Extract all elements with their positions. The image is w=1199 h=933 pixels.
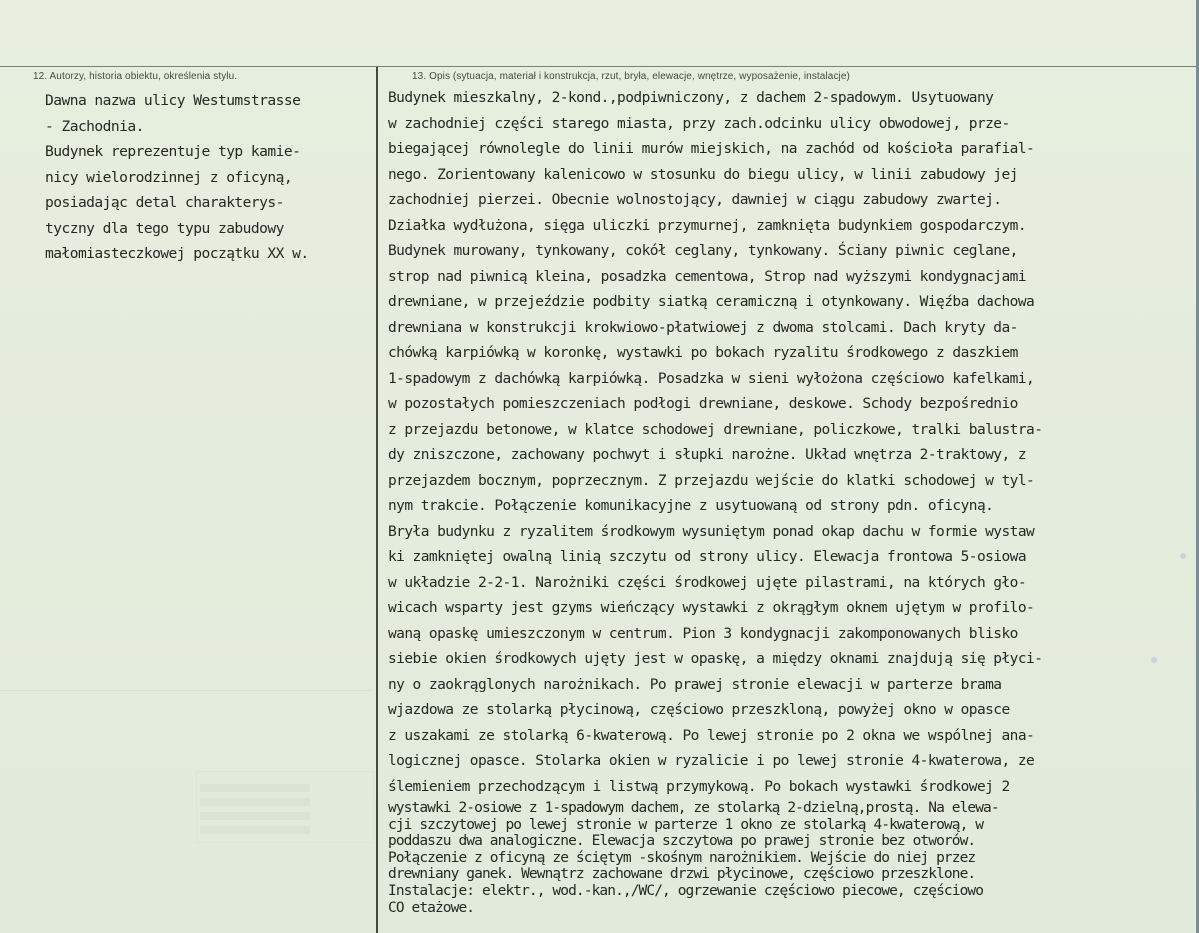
text-line: logicznej opasce. Stolarka okien w ryzalicie i po lewej stronie 4-kwaterowa, ze	[388, 753, 1035, 769]
text-line: chówką karpiówką w koronkę, wystawki po bokach ryzalitu środkowego z daszkiem	[388, 345, 1018, 361]
text-line: siebie okien środkowych ujęty jest w opaskę, a między oknami znajdują się płyci-	[388, 651, 1043, 667]
text-line: 1-spadowym z dachówką karpiówką. Posadzka w sieni wyłożona częściowo kafelkami,	[388, 370, 1035, 387]
text-line: w zachodniej części starego miasta, przy zach.odcinku ulicy obwodowej, prze-	[388, 115, 1010, 132]
text-line: poddaszu dwa analogiczne. Elewacja szczytowa po prawej stronie bez otworów.	[388, 833, 976, 850]
text-line: z przejazdu betonowe, w klatce schodowej drewniane, policzkowe, tralki balustra-	[388, 421, 1043, 438]
text-line: drewniana w konstrukcji krokwiowo-płatwiowej z dwoma stolcami. Dach kryty da-	[388, 319, 1018, 336]
text-line: - Zachodnia.	[45, 117, 144, 135]
text-line: Budynek reprezentuje typ kamie-	[45, 143, 301, 160]
text-line: w pozostałych pomieszczeniach podłogi drewniane, deskowe. Schody bezpośrednio	[388, 396, 1018, 412]
text-line: Instalacje: elektr., wod.-kan.,/WC/, ogrzewanie częściowo piecowe, częściowo	[388, 882, 984, 899]
section-12-heading: 12. Autorzy, historia obiektu, określenia stylu.	[33, 71, 238, 82]
text-line: nego. Zorientowany kalenicowo w stosunku do biegu ulicy, w linii zabudowy jej	[388, 166, 1018, 183]
text-line: wjazdowa ze stolarką płycinową, częściowo przeszkloną, powyżej okno w opasce	[388, 702, 1010, 718]
text-line: ślemieniem przechodzącym i listwą przymykową. Po bokach wystawki środkowej 2	[388, 778, 1010, 795]
text-line: CO etażowe.	[388, 899, 475, 916]
text-line: drewniany ganek. Wewnątrz zachowane drzwi płycinowe, częściowo przeszklone.	[388, 866, 976, 883]
text-line: wicach wsparty jest gzyms wieńczący wystawki z okrągłym oknem ujętym w profilo-	[388, 600, 1035, 616]
column-divider	[376, 67, 378, 933]
text-line: dy zniszczone, zachowany pochwyt i słupki narożne. Układ wnętrza 2-traktowy, z	[388, 447, 1027, 463]
text-line: biegającej równolegle do linii murów miejskich, na zachód od kościoła parafial-	[388, 141, 1035, 157]
text-line: z uszakami ze stolarką 6-kwaterową. Po lewej stronie po 2 okna we wspólnej ana-	[388, 727, 1035, 744]
text-line: nym trakcie. Połączenie komunikacyjne z usytuowaną od strony pdn. oficyną.	[388, 498, 994, 514]
faint-rule	[0, 690, 372, 691]
text-line: cji szczytowej po lewej stronie w parterze 1 okno ze stolarką 4-kwaterową, w	[388, 816, 984, 833]
text-line: małomiasteczkowej początku XX w.	[45, 245, 309, 262]
text-line: strop nad piwnicą kleina, posadzka cementowa, Strop nad wyższymi kondygnacjami	[388, 268, 1027, 285]
text-line: waną opaskę umieszczonym w centrum. Pion 3 kondygnacji zakomponowanych blisko	[388, 625, 1018, 642]
text-line: posiadając detal charakterys-	[45, 194, 284, 211]
section-13-heading: 13. Opis (sytuacja, materiał i konstrukcja, rzut, bryła, elewacje, wnętrze, wyposażenie, instalacje)	[412, 71, 850, 82]
text-line: Bryła budynku z ryzalitem środkowym wysuniętym ponad okap dachu w formie wystaw	[388, 523, 1035, 540]
text-line: Budynek mieszkalny, 2-kond.,podpiwniczony, z dachem 2-spadowym. Usytuowany	[388, 90, 994, 106]
text-line: tyczny dla tego typu zabudowy	[45, 219, 284, 237]
section-13-body	[388, 86, 1196, 916]
text-line: zachodniej pierzei. Obecnie wolnostojący, dawniej w ciągu zabudowy zwartej.	[388, 192, 1002, 208]
section-12-body	[45, 88, 370, 267]
faint-bleed-through	[200, 784, 310, 840]
text-line: w układzie 2-2-1. Narożniki części środkowej ujęte pilastrami, na których gło-	[388, 574, 1027, 591]
text-line: Działka wydłużona, sięga uliczki przymurnej, zamknięta budynkiem gospodarczym.	[388, 217, 1027, 234]
text-line: przejazdem bocznym, poprzecznym. Z przejazdu wejście do klatki schodowej w tyl-	[388, 472, 1035, 489]
text-line: Połączenie z oficyną ze ściętym -skośnym narożnikiem. Wejście do niej przez	[388, 849, 976, 866]
header-rule	[0, 66, 1199, 67]
text-line: drewniane, w przejeździe podbity siatką ceramiczną i otynkowany. Więźba dachowa	[388, 294, 1035, 310]
text-line: ny o zaokrąglonych narożnikach. Po prawej stronie elewacji w parterze brama	[388, 676, 1002, 693]
text-line: ki zamkniętej owalną linią szczytu od strony ulicy. Elewacja frontowa 5-osiowa	[388, 549, 1027, 565]
text-line: wystawki 2-osiowe z 1-spadowym dachem, ze stolarką 2-dzielną,prostą. Na elewa-	[388, 800, 999, 816]
text-line: nicy wielorodzinnej z oficyną,	[45, 168, 293, 186]
text-line: Dawna nazwa ulicy Westumstrasse	[45, 92, 301, 109]
text-line: Budynek murowany, tynkowany, cokół ceglany, tynkowany. Ściany piwnic ceglane,	[388, 243, 1018, 259]
